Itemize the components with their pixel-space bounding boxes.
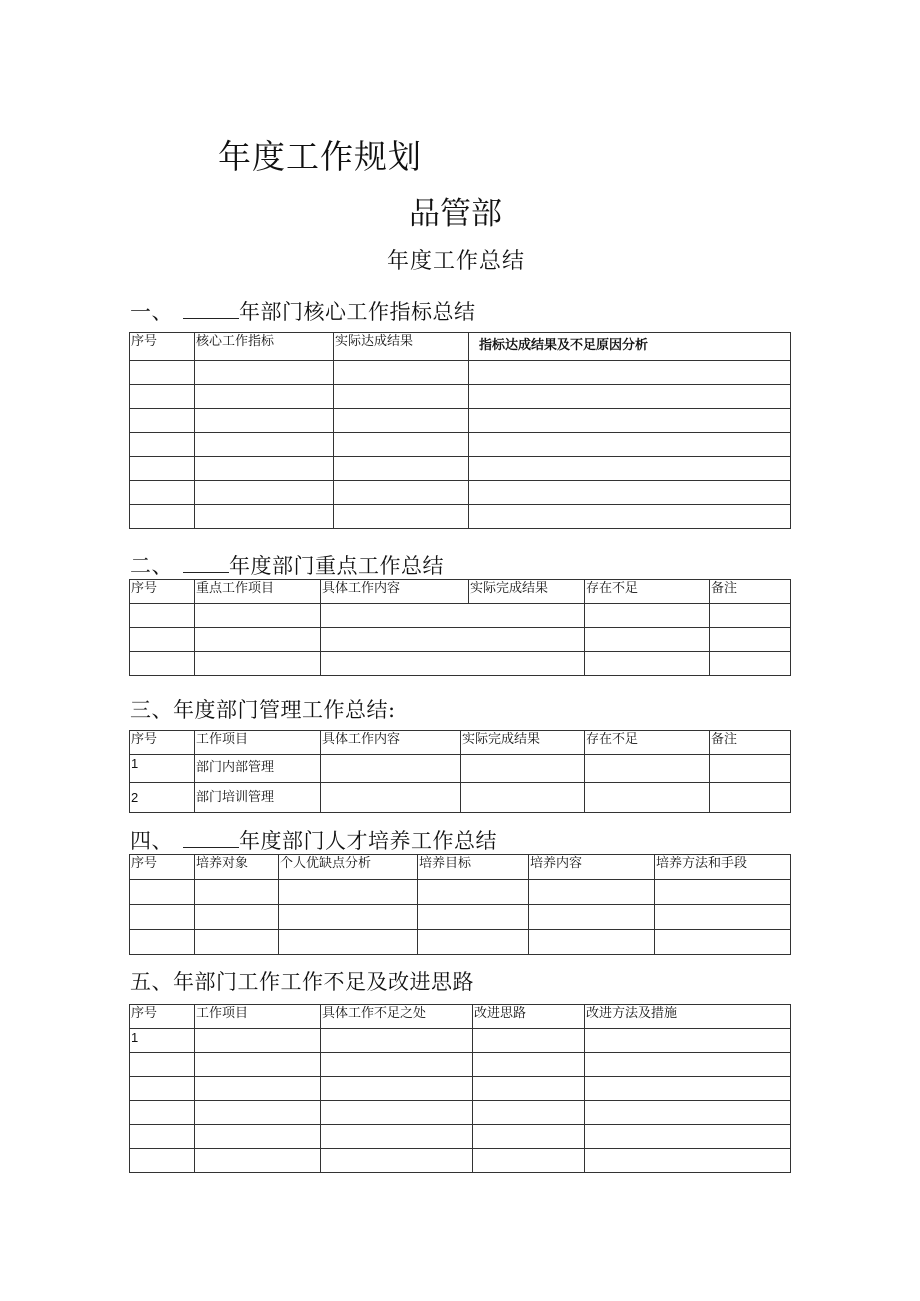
table-cell[interactable] [130, 481, 195, 505]
table-cell[interactable] [130, 628, 195, 652]
table-cell[interactable] [130, 1149, 195, 1173]
table-cell[interactable] [195, 628, 321, 652]
table-cell[interactable] [710, 604, 791, 628]
header-cell: 改进思路 [473, 1005, 585, 1029]
section-2-table [129, 579, 791, 676]
table-cell[interactable] [334, 481, 469, 505]
header-cell: 序号 [130, 731, 195, 755]
table-row [130, 783, 791, 813]
section-1-table [129, 332, 791, 529]
table-row [130, 1149, 791, 1173]
section-1-heading [130, 296, 476, 326]
table-cell[interactable] [334, 385, 469, 409]
table-cell[interactable] [585, 604, 710, 628]
table-cell[interactable] [418, 880, 529, 905]
section-1-title: 年部门核心工作指标总结 [239, 300, 476, 324]
header-cell: 序号 [130, 1005, 195, 1029]
table-cell[interactable] [461, 755, 585, 783]
table-row [130, 1101, 791, 1125]
table-cell[interactable] [469, 457, 791, 481]
table-cell[interactable] [585, 1077, 791, 1101]
table-cell[interactable] [321, 652, 585, 676]
fill-blank[interactable] [183, 829, 239, 848]
table-cell[interactable] [321, 1077, 473, 1101]
table-cell[interactable] [195, 1029, 321, 1053]
table-cell[interactable] [469, 385, 791, 409]
table-cell[interactable] [473, 1149, 585, 1173]
table-cell[interactable] [195, 930, 279, 955]
table-cell[interactable] [473, 1101, 585, 1125]
header-cell: 培养内容 [529, 855, 655, 880]
table-cell[interactable] [529, 880, 655, 905]
table-cell[interactable] [195, 652, 321, 676]
table-cell[interactable] [130, 505, 195, 529]
table-cell[interactable] [710, 783, 791, 813]
table-cell[interactable] [529, 930, 655, 955]
document-subtitle: 年度工作总结 [387, 249, 526, 274]
header-cell: 培养方法和手段 [655, 855, 791, 880]
table-cell[interactable] [469, 481, 791, 505]
table-cell[interactable] [321, 1053, 473, 1077]
header-cell: 工作项目 [195, 731, 321, 755]
table-cell[interactable]: 1 [130, 1029, 195, 1053]
header-cell: 重点工作项目 [195, 580, 321, 604]
table-cell[interactable] [130, 433, 195, 457]
header-cell: 具体工作不足之处 [321, 1005, 473, 1029]
table-cell[interactable] [585, 652, 710, 676]
table-cell[interactable] [655, 880, 791, 905]
table-cell[interactable] [469, 409, 791, 433]
table-cell[interactable] [585, 1029, 791, 1053]
table-cell[interactable] [195, 433, 334, 457]
table-cell[interactable] [473, 1125, 585, 1149]
table-cell[interactable] [130, 409, 195, 433]
table-cell[interactable] [418, 930, 529, 955]
table-cell[interactable] [195, 361, 334, 385]
table-cell[interactable] [130, 1077, 195, 1101]
table-header-row [130, 1005, 791, 1029]
table-cell[interactable] [130, 604, 195, 628]
table-cell[interactable] [321, 1101, 473, 1125]
section-2-heading [130, 550, 444, 580]
table-cell[interactable] [585, 1101, 791, 1125]
table-cell[interactable] [529, 905, 655, 930]
department-name: 品管部 [409, 196, 502, 232]
table-cell[interactable] [473, 1053, 585, 1077]
table-cell[interactable] [130, 1053, 195, 1077]
table-cell[interactable] [710, 652, 791, 676]
table-cell[interactable] [469, 433, 791, 457]
table-cell[interactable] [195, 505, 334, 529]
table-cell[interactable] [710, 628, 791, 652]
table-cell[interactable] [279, 905, 418, 930]
section-1-prefix: 一、 [130, 300, 173, 324]
table-cell[interactable] [585, 1149, 791, 1173]
table-cell[interactable] [473, 1077, 585, 1101]
table-cell[interactable] [195, 457, 334, 481]
table-row [130, 1077, 791, 1101]
table-cell[interactable] [279, 930, 418, 955]
section-4-prefix: 四、 [130, 829, 173, 853]
table-cell[interactable] [130, 930, 195, 955]
header-cell: 实际完成结果 [461, 731, 585, 755]
table-row [130, 1053, 791, 1077]
section-4-table [129, 854, 791, 955]
section-5-title: 五、年部门工作工作不足及改进思路 [130, 970, 474, 994]
table-cell[interactable]: 部门培训管理 [195, 783, 321, 813]
header-cell: 核心工作指标 [195, 333, 334, 361]
table-row [130, 409, 791, 433]
table-cell[interactable] [655, 905, 791, 930]
table-cell[interactable] [334, 505, 469, 529]
table-cell[interactable] [130, 905, 195, 930]
header-cell: 序号 [130, 855, 195, 880]
table-cell[interactable] [195, 1077, 321, 1101]
header-cell: 具体工作内容 [321, 731, 461, 755]
table-cell[interactable] [334, 457, 469, 481]
table-cell[interactable] [321, 783, 461, 813]
table-row [130, 481, 791, 505]
table-row [130, 905, 791, 930]
table-cell[interactable] [195, 409, 334, 433]
header-cell: 存在不足 [585, 580, 710, 604]
fill-blank[interactable] [183, 554, 229, 573]
table-row [130, 755, 791, 783]
section-5-heading [130, 966, 474, 996]
table-cell[interactable] [334, 409, 469, 433]
table-row [130, 604, 791, 628]
fill-blank[interactable] [183, 300, 239, 319]
header-cell: 实际达成结果 [334, 333, 469, 361]
section-5-table [129, 1004, 791, 1173]
section-3-heading [130, 694, 396, 724]
header-cell: 存在不足 [585, 731, 710, 755]
table-header-row [130, 580, 791, 604]
table-row [130, 433, 791, 457]
table-cell[interactable] [461, 783, 585, 813]
table-row [130, 930, 791, 955]
table-cell[interactable] [195, 1053, 321, 1077]
table-cell[interactable] [585, 628, 710, 652]
table-row [130, 1029, 791, 1053]
header-cell: 具体工作内容 [321, 580, 469, 604]
table-cell[interactable] [195, 905, 279, 930]
header-cell: 个人优缺点分析 [279, 855, 418, 880]
table-cell[interactable] [469, 361, 791, 385]
header-cell: 序号 [130, 333, 195, 361]
header-cell: 培养对象 [195, 855, 279, 880]
table-header-row [130, 855, 791, 880]
table-cell[interactable] [195, 1125, 321, 1149]
table-cell[interactable] [130, 385, 195, 409]
table-cell[interactable] [195, 385, 334, 409]
table-cell[interactable]: 1 [130, 755, 195, 783]
table-cell[interactable] [710, 755, 791, 783]
table-cell[interactable] [195, 481, 334, 505]
header-cell: 序号 [130, 580, 195, 604]
section-4-title: 年度部门人才培养工作总结 [239, 829, 497, 853]
table-cell[interactable] [321, 1029, 473, 1053]
table-cell[interactable] [195, 880, 279, 905]
table-cell[interactable] [279, 880, 418, 905]
table-cell[interactable] [585, 755, 710, 783]
table-cell[interactable] [130, 880, 195, 905]
table-cell[interactable] [655, 930, 791, 955]
table-cell[interactable] [130, 1101, 195, 1125]
header-cell: 培养目标 [418, 855, 529, 880]
table-cell[interactable] [473, 1029, 585, 1053]
table-row [130, 385, 791, 409]
table-cell[interactable] [585, 783, 710, 813]
header-cell: 备注 [710, 580, 791, 604]
table-cell[interactable] [321, 1125, 473, 1149]
table-row [130, 652, 791, 676]
table-row [130, 628, 791, 652]
table-cell[interactable] [130, 1125, 195, 1149]
table-cell[interactable] [321, 604, 585, 628]
table-row [130, 880, 791, 905]
table-header-row [130, 333, 791, 361]
table-cell[interactable] [469, 505, 791, 529]
table-cell[interactable] [130, 652, 195, 676]
table-cell[interactable] [585, 1125, 791, 1149]
table-cell[interactable] [334, 433, 469, 457]
table-cell[interactable] [130, 361, 195, 385]
table-cell[interactable] [195, 1149, 321, 1173]
table-cell[interactable] [130, 457, 195, 481]
section-4-heading [130, 825, 497, 855]
table-cell[interactable] [195, 604, 321, 628]
table-cell[interactable] [321, 1149, 473, 1173]
table-row [130, 361, 791, 385]
document-title: 年度工作规划 [218, 137, 422, 176]
table-cell[interactable] [585, 1053, 791, 1077]
table-cell[interactable]: 部门内部管理 [195, 755, 321, 783]
table-row [130, 505, 791, 529]
section-2-prefix: 二、 [130, 554, 173, 578]
section-2-title: 年度部门重点工作总结 [229, 554, 444, 578]
section-3-table [129, 730, 791, 813]
table-cell[interactable] [321, 628, 585, 652]
table-row [130, 457, 791, 481]
table-cell[interactable]: 2 [130, 783, 195, 813]
header-cell: 指标达成结果及不足原因分析 [469, 333, 791, 361]
header-cell: 实际完成结果 [469, 580, 585, 604]
table-cell[interactable] [418, 905, 529, 930]
table-header-row [130, 731, 791, 755]
table-cell[interactable] [195, 1101, 321, 1125]
section-3-title: 三、年度部门管理工作总结: [130, 698, 396, 722]
table-cell[interactable] [334, 361, 469, 385]
table-row [130, 1125, 791, 1149]
header-cell: 工作项目 [195, 1005, 321, 1029]
table-cell[interactable] [321, 755, 461, 783]
header-cell: 改进方法及措施 [585, 1005, 791, 1029]
header-cell: 备注 [710, 731, 791, 755]
